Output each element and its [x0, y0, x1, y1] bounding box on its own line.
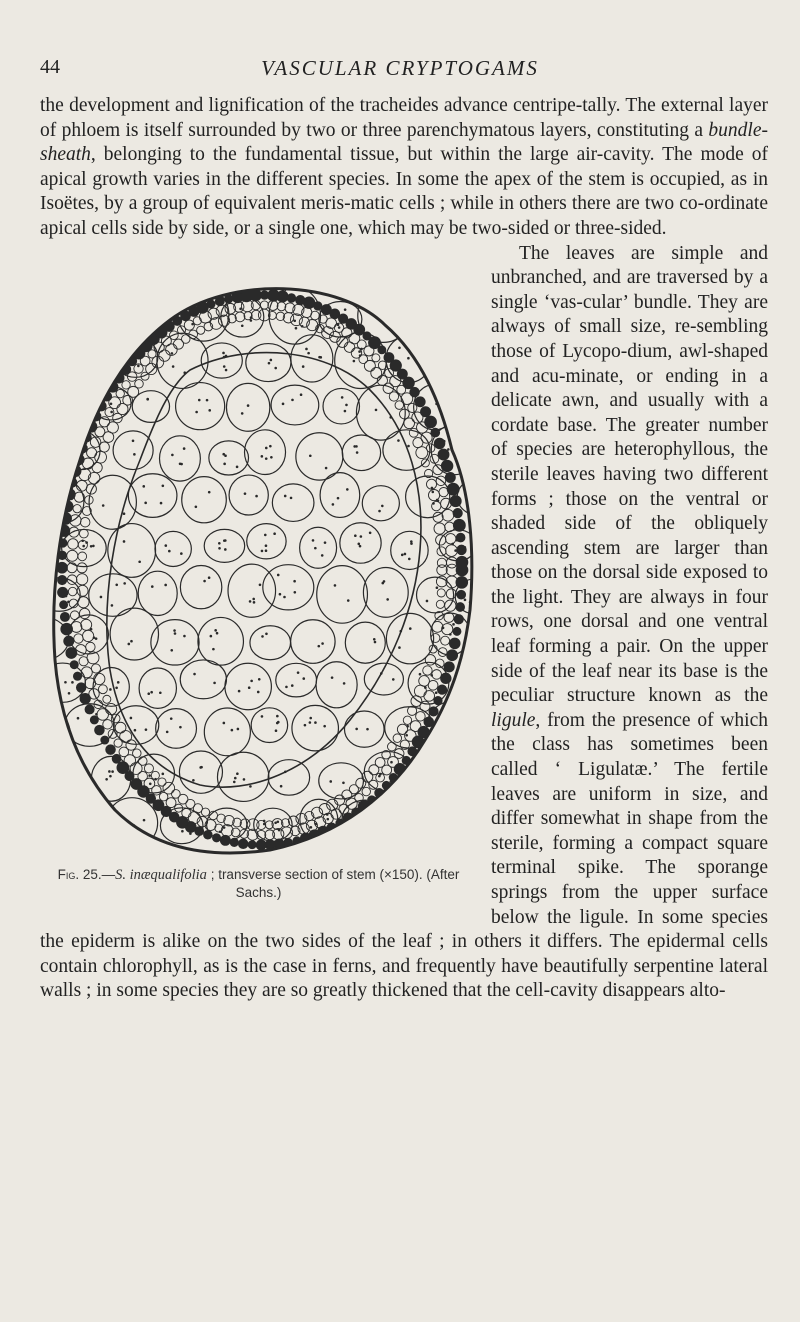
page-header: [40, 56, 760, 86]
paragraph-1: [40, 94, 768, 242]
caption-figure-number: Fig. 25.—: [57, 866, 116, 882]
cell-network: [40, 250, 477, 864]
caption-species: S. inæqualifolia: [115, 866, 207, 883]
inner-cavity-outline: [107, 352, 421, 787]
term-ligule: ligule: [491, 709, 536, 731]
running-head: VASCULAR CRYPTOGAMS: [261, 56, 539, 80]
stem-section-illustration: [40, 250, 477, 864]
caption-description: ; transverse section of stem (×150). (After Sachs.): [206, 866, 460, 900]
paragraph-1-text-a: the development and lignification of the tracheides advance centripe-tally. The external layer of phloem is itself surrounded by two or three parenchymatous layers, constituting a: [40, 95, 768, 141]
paragraph-1-text-b: , belonging to the fundamental tissue, but within the large air-cavity. The mode of apical growth varies in the different species. In some the apex of the stem is occupied, as in Isoëtes, by a group of equivalent meris-matic cells ; while in others there are two co-ordinate apical cells side by side, or a single one, which may be two-sided or three-sided.: [40, 144, 768, 239]
paragraph-2-text-a: The leaves are simple and unbranched, and are traversed by a single ‘vas-cular’ bundle. They are always of small size, re-sembling those of Lycopo-dium, awl-shaped and acu-minate, or ending in a delicate awn, and usually with a cordate base. The greater number of species are heterophyllous, the sterile leaves having two different forms ; those on the ventral or shaded side of the obliquely ascending stem are larger than those on the dorsal side exposed to the light. They are always in four rows, one dorsal and one ventral leaf forming a pair. On the upper side of the leaf near its base is the peculiar structure known as the: [491, 242, 768, 707]
paragraph-2-text-b: , from the presence of which the class has sometimes been called ‘ Ligulatæ.’ The fertile leaves are uniform in size, and differ somewhat in shape from the sterile, forming a compact square terminal spike. The sporange springs from the upper surface below the ligule. In some species the epiderm is alike on the two sides of the leaf ; in others it differs. The epidermal cells contain chlorophyll, as is the case in ferns, and frequently have beautifully serpentine lateral walls ; in some species they are so greatly thickened that the cell-cavity disappears alto-: [40, 709, 768, 1002]
page-number: 44: [40, 56, 60, 78]
figure-25: [40, 250, 477, 908]
figure-caption: [40, 866, 477, 901]
term-bundle-sheath: bundle-sheath: [40, 119, 768, 166]
body-text: [40, 94, 768, 1004]
